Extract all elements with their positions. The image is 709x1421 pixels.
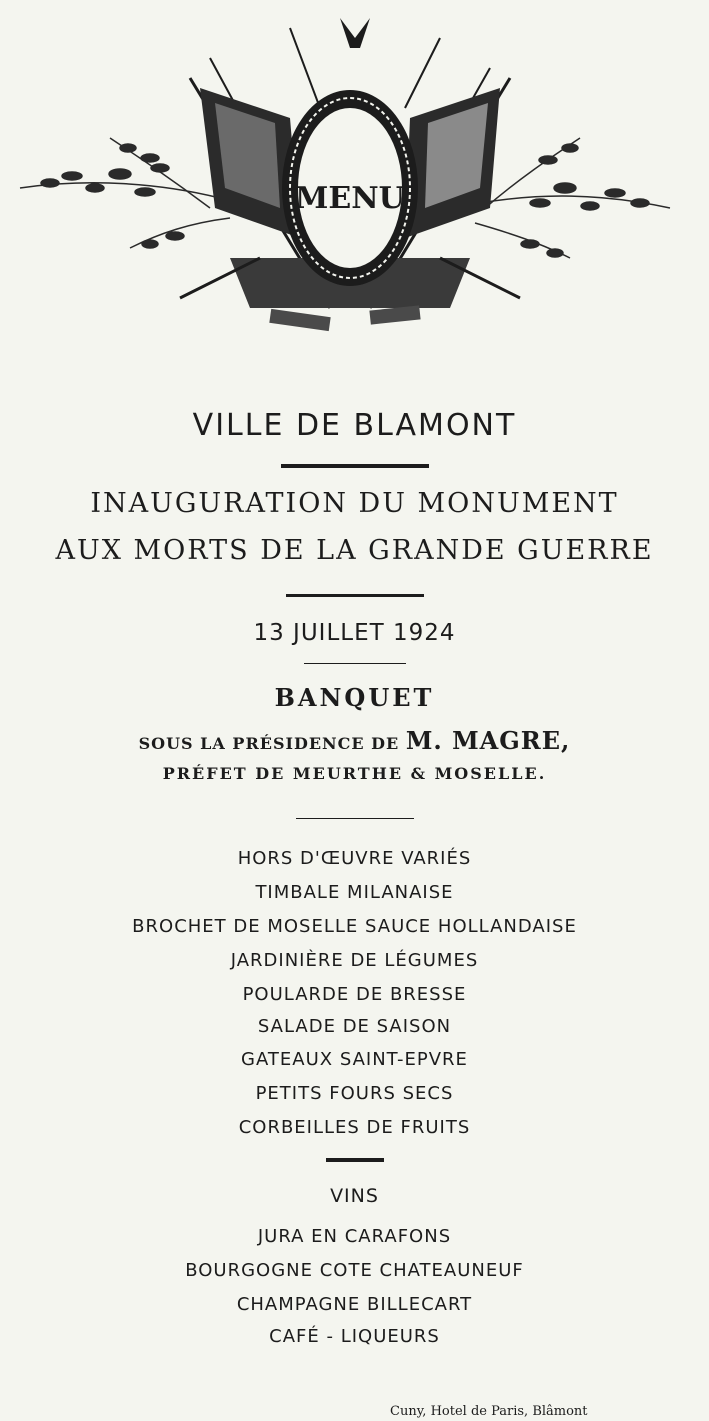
event-line-2: AUX MORTS DE LA GRANDE GUERRE [55,535,654,566]
menu-item: SALADE DE SAISON [257,1016,452,1037]
medallion-text: MENU [295,181,405,216]
printer-credit: Cuny, Hotel de Paris, Blâmont [390,1404,588,1419]
wine-item: CHAMPAGNE BILLECART [236,1294,473,1315]
foliage-left [20,138,230,248]
foliage-right [475,138,670,258]
menu-item: POULARDE DE BRESSE [242,984,467,1005]
menu-item: BROCHET DE MOSELLE SAUCE HOLLANDAISE [132,916,577,937]
wine-item: CAFÉ - LIQUEURS [269,1326,440,1347]
menu-item: JARDINIÈRE DE LÉGUMES [230,950,479,971]
menu-item: CORBEILLES DE FRUITS [238,1117,471,1138]
menu-item: HORS D'ŒUVRE VARIÉS [237,848,472,869]
banquet-title: BANQUET [274,683,435,712]
divider-rule [304,663,406,664]
wine-item: JURA EN CARAFONS [257,1226,452,1247]
presidency-prefix: SOUS LA PRÉSIDENCE DE [138,734,400,753]
menu-item: GATEAUX SAINT-EPVRE [241,1049,468,1070]
wine-item: BOURGOGNE COTE CHATEAUNEUF [185,1260,524,1281]
menu-emblem-illustration [10,8,680,358]
menu-item: PETITS FOURS SECS [255,1083,454,1104]
presidency-name: M. MAGRE, [405,726,571,755]
wines-title: VINS [330,1185,379,1207]
divider-rule [281,464,429,468]
divider-rule [326,1158,384,1162]
event-line-1: INAUGURATION DU MONUMENT [90,488,619,519]
prefect-line: PRÉFET DE MEURTHE & MOSELLE. [162,764,547,783]
city-title: VILLE DE BLAMONT [192,408,517,443]
event-date: 13 JUILLET 1924 [253,620,456,646]
divider-rule [296,818,414,819]
menu-item: TIMBALE MILANAISE [255,882,454,903]
divider-rule [286,594,424,597]
presidency-line [0,726,709,755]
